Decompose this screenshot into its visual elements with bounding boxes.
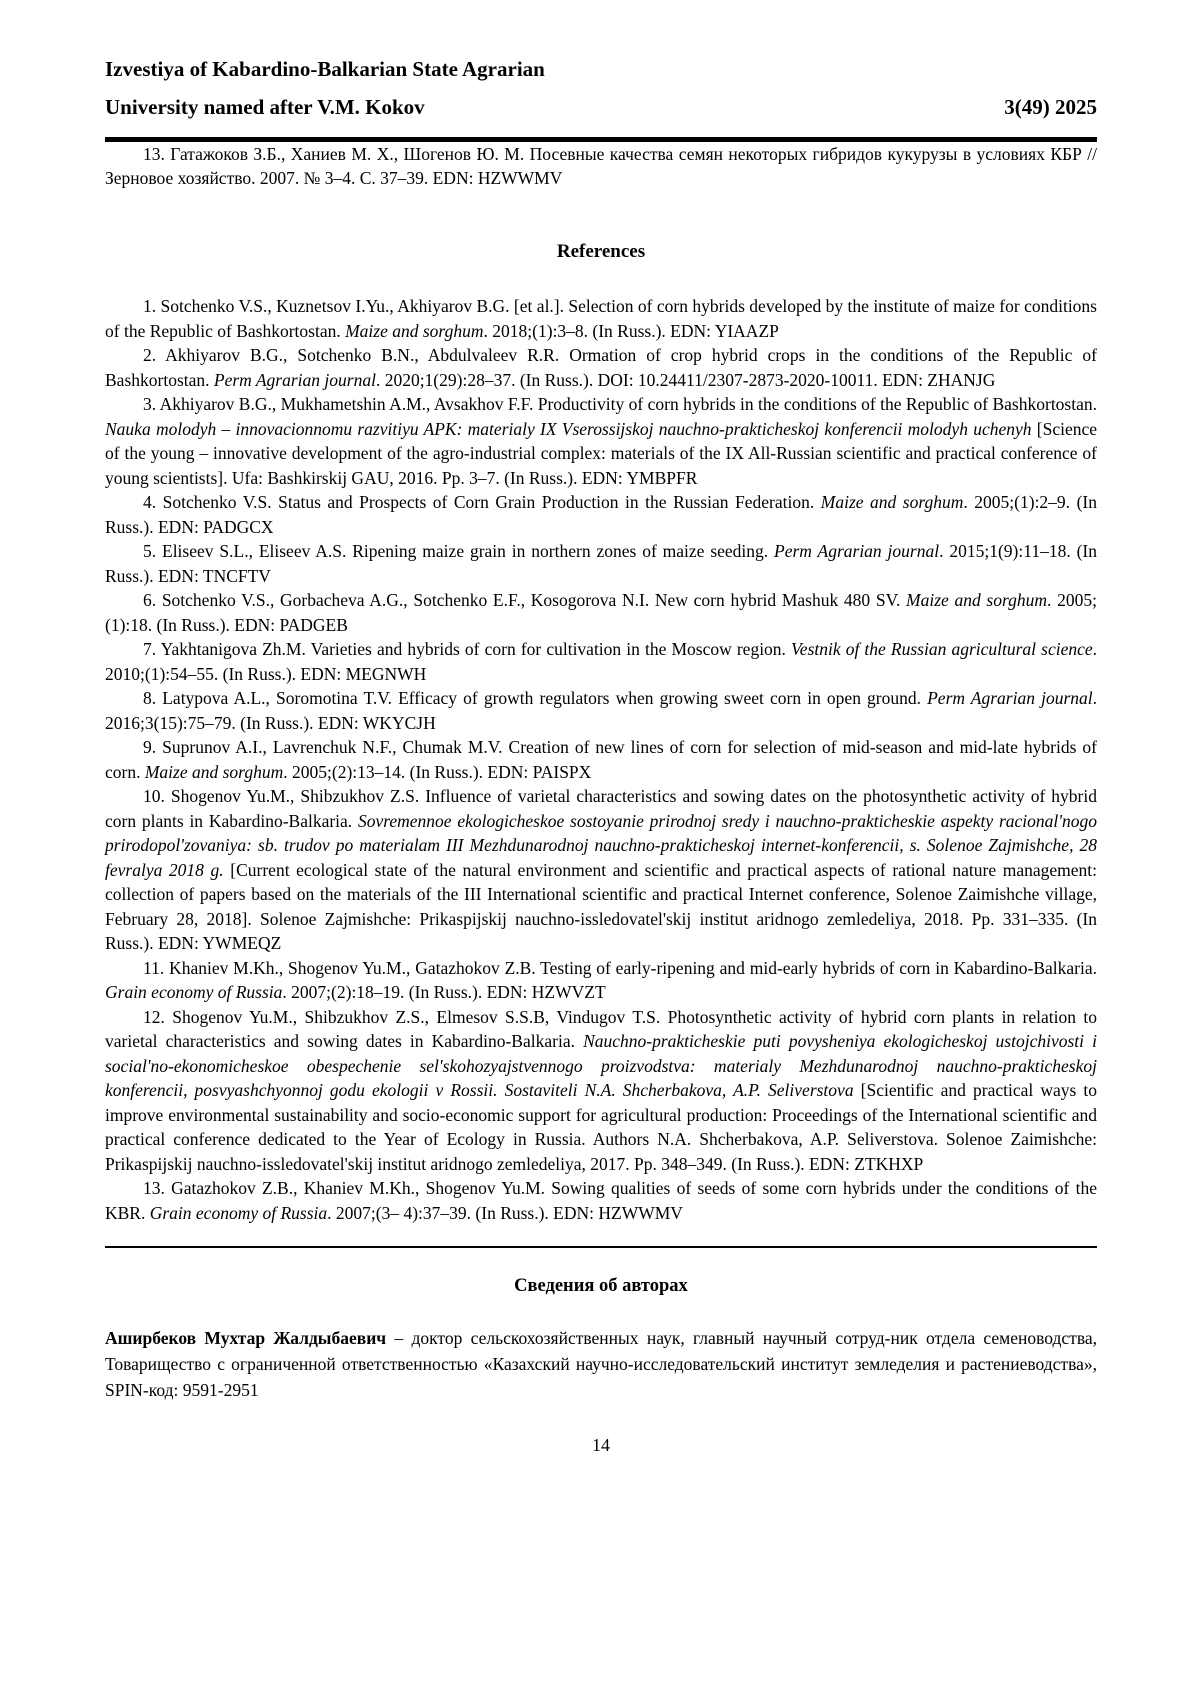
reference-text: 4. Sotchenko V.S. Status and Prospects of Corn Grain Production in the Russian Federation.: [143, 492, 821, 513]
russian-reference-item: 13. Гатажоков З.Б., Ханиев М. Х., Шогенов Ю. М. Посевные качества семян некоторых гибридов кукурузы в условиях КБР // Зерновое хозяйство. 2007. № 3–4. С. 37–39. EDN: HZWWMV: [105, 143, 1097, 189]
reference-source-title: Maize and sorghum: [345, 320, 484, 341]
reference-text: 13. Gatazhokov Z.B., Khaniev M.Kh., Shogenov Yu.M. Sowing qualities of seeds of some corn hybrids under the conditions of the KBR.: [105, 1178, 1097, 1223]
reference-text: . 2007;(3– 4):37–39. (In Russ.). EDN: HZWWMV: [327, 1202, 683, 1223]
reference-source-title: Maize and sorghum: [144, 761, 284, 782]
reference-source-title: Perm Agrarian journal: [927, 688, 1093, 709]
reference-item: [105, 784, 1097, 956]
reference-item: [105, 686, 1097, 735]
reference-item: [105, 1005, 1097, 1177]
author-details: – доктор сельскохозяйственных наук, главный научный сотруд-ник отдела семеноводства, Товарищество с ограниченной ответственностью «Казахский научно-исследовательский институт земледелия и растениеводства», SPIN-код: 9591-2951: [105, 1327, 1097, 1400]
reference-text: . 2005;(2):13–14. (In Russ.). EDN: PAISPX: [283, 761, 592, 782]
reference-item: [105, 588, 1097, 637]
reference-text: 5. Eliseev S.L., Eliseev A.S. Ripening maize grain in northern zones of maize seeding.: [143, 541, 775, 562]
reference-text: [Scientific and practical ways to improve environmental sustainability and socio-economic support for agricultural production: Proceedings of the International scientific and practical conference dedicated to the Year of Ecology in Russia. Authors N.A. Shcherbakova, A.P. Seliverstova. Solenoe Zaimishche: Prikaspijskij nauchno-issledovatel'skij institut aridnogo zemledeliya, 2017. Pp. 348–349. (In Russ.). EDN: ZTKHXP: [105, 1080, 1098, 1174]
reference-item: [105, 343, 1097, 392]
journal-title-line2-row: [105, 94, 1097, 121]
reference-text: 1. Sotchenko V.S., Kuznetsov I.Yu., Akhiyarov B.G. [et al.]. Selection of corn hybrids developed by the institute of maize for conditions of the Republic of Bashkortostan.: [105, 296, 1097, 341]
authors-heading: Сведения об авторах: [514, 1276, 688, 1297]
reference-text: . 2010;(1):54–55. (In Russ.). EDN: MEGNWH: [105, 639, 1098, 684]
reference-text: 9. Suprunov A.I., Lavrenchuk N.F., Chumak M.V. Creation of new lines of corn for selection of mid-season and mid-late hybrids of corn.: [105, 737, 1097, 782]
reference-text: 11. Khaniev M.Kh., Shogenov Yu.M., Gatazhokov Z.B. Testing of early-ripening and mid-early hybrids of corn in Kabardino-Balkaria.: [143, 957, 1097, 978]
page-header: [105, 56, 1097, 142]
references-heading: References: [556, 240, 646, 262]
reference-source-title: Maize and sorghum: [820, 492, 964, 513]
reference-text: . 2005;(1):2–9. (In Russ.). EDN: PADGCX: [105, 492, 1097, 537]
reference-text: [Science of the young – innovative development of the agro-industrial complex: materials of the IX All-Russian scientific and practical conference of young scientists]. Ufa: Bashkirskij GAU, 2016. Pp. 3–7. (In Russ.). EDN: YMBPFR: [105, 418, 1097, 488]
reference-source-title: Vestnik of the Russian agricultural science: [791, 639, 1093, 660]
reference-text: . 2016;3(15):75–79. (In Russ.). EDN: WKYCJH: [105, 688, 1097, 733]
reference-item: [105, 392, 1097, 490]
reference-text: 3. Akhiyarov B.G., Mukhametshin A.M., Avsakhov F.F. Productivity of corn hybrids in the conditions of the Republic of Bashkortostan.: [143, 394, 1097, 415]
reference-text: 2. Akhiyarov B.G., Sotchenko B.N., Abdulvaleev R.R. Ormation of crop hybrid crops in the conditions of the Republic of Bashkortostan.: [105, 345, 1097, 390]
reference-text: 7. Yakhtanigova Zh.M. Varieties and hybrids of corn for cultivation in the Moscow region.: [143, 639, 792, 660]
author-name: Аширбеков Мухтар Жалдыбаевич: [105, 1327, 387, 1348]
reference-text: . 2007;(2):18–19. (In Russ.). EDN: HZWVZT: [282, 982, 606, 1003]
reference-text: . 2015;1(9):11–18. (In Russ.). EDN: TNCFTV: [105, 541, 1097, 586]
section-divider: [105, 1246, 1097, 1248]
reference-source-title: Sovremennoe ekologicheskoe sostoyanie prirodnoj sredy i nauchno-prakticheskie aspekty racional'nogo prirodopol'zovaniya: sb. trudov po materialam III Mezhdunarodnoj nauchno-prakticheskoj internet-konferencii, s. Solenoe Zajmishche, 28 fevralya 2018 g.: [105, 810, 1097, 880]
reference-source-title: Grain economy of Russia: [105, 982, 283, 1003]
reference-item: [105, 735, 1097, 784]
reference-item: [105, 490, 1097, 539]
reference-text: 12. Shogenov Yu.M., Shibzukhov Z.S., Elmesov S.S.B, Vindugov T.S. Photosynthetic activity of hybrid corn plants in relation to varietal characteristics and sowing dates in Kabardino-Balkaria.: [105, 1006, 1097, 1052]
reference-item: [105, 539, 1097, 588]
reference-item: [105, 294, 1097, 343]
author-info: [105, 1325, 1097, 1403]
reference-source-title: Perm Agrarian journal: [774, 541, 940, 562]
reference-source-title: Nauchno-prakticheskie puti povysheniya ekologicheskoj ustojchivosti i social'no-ekonomicheskoe obespechenie sel'skohozyajstvennogo proizvodstva: materialy Mezhdunarodnoj nauchno-prakticheskoj konferencii, posvyashchyonnoj godu ekologii v Rossii. Sostaviteli N.A. Shcherbakova, A.P. Seliverstova: [105, 1031, 1097, 1101]
reference-item: [105, 1176, 1097, 1225]
page-number: 14: [592, 1434, 610, 1455]
reference-text: 10. Shogenov Yu.M., Shibzukhov Z.S. Influence of varietal characteristics and sowing dates on the photosynthetic activity of hybrid corn plants in Kabardino-Balkaria.: [105, 786, 1097, 831]
reference-item: [105, 956, 1097, 1005]
journal-title-line1: Izvestiya of Kabardino-Balkarian State Agrarian: [105, 57, 545, 81]
issue-number: 3(49) 2025: [1004, 95, 1097, 120]
references-list: [105, 294, 1097, 1225]
reference-item: [105, 637, 1097, 686]
journal-title-line2: University named after V.M. Kokov: [105, 95, 425, 120]
reference-text: 8. Latypova A.L., Soromotina T.V. Efficacy of growth regulators when growing sweet corn in open ground.: [143, 688, 928, 709]
reference-source-title: Maize and sorghum: [906, 590, 1048, 611]
reference-source-title: Nauka molodyh – innovacionnomu razvitiyu APK: materialy IX Vserossijskoj nauchno-prakticheskoj konferencii molodyh uchenyh: [105, 418, 1032, 439]
reference-source-title: Perm Agrarian journal: [213, 369, 376, 390]
reference-text: . 2020;1(29):28–37. (In Russ.). DOI: 10.24411/2307-2873-2020-10011. EDN: ZHANJG: [375, 369, 996, 390]
reference-text: . 2005;(1):18. (In Russ.). EDN: PADGEB: [105, 590, 1097, 635]
reference-text: [Current ecological state of the natural environment and scientific and practical aspects of rational nature management: collection of papers based on the materials of the III International scientific and practical Internet conference, Solenoe Zaimishche village, February 28, 2018]. Solenoe Zajmishche: Prikaspijskij nauchno-issledovatel'skij institut aridnogo zemledeliya, 2018. Pp. 331–335. (In Russ.). EDN: YWMEQZ: [105, 859, 1097, 954]
reference-text: 6. Sotchenko V.S., Gorbacheva A.G., Sotchenko E.F., Kosogorova N.I. New corn hybrid Mashuk 480 SV.: [143, 590, 907, 611]
reference-source-title: Grain economy of Russia: [149, 1202, 328, 1223]
reference-text: . 2018;(1):3–8. (In Russ.). EDN: YIAAZP: [483, 320, 779, 341]
